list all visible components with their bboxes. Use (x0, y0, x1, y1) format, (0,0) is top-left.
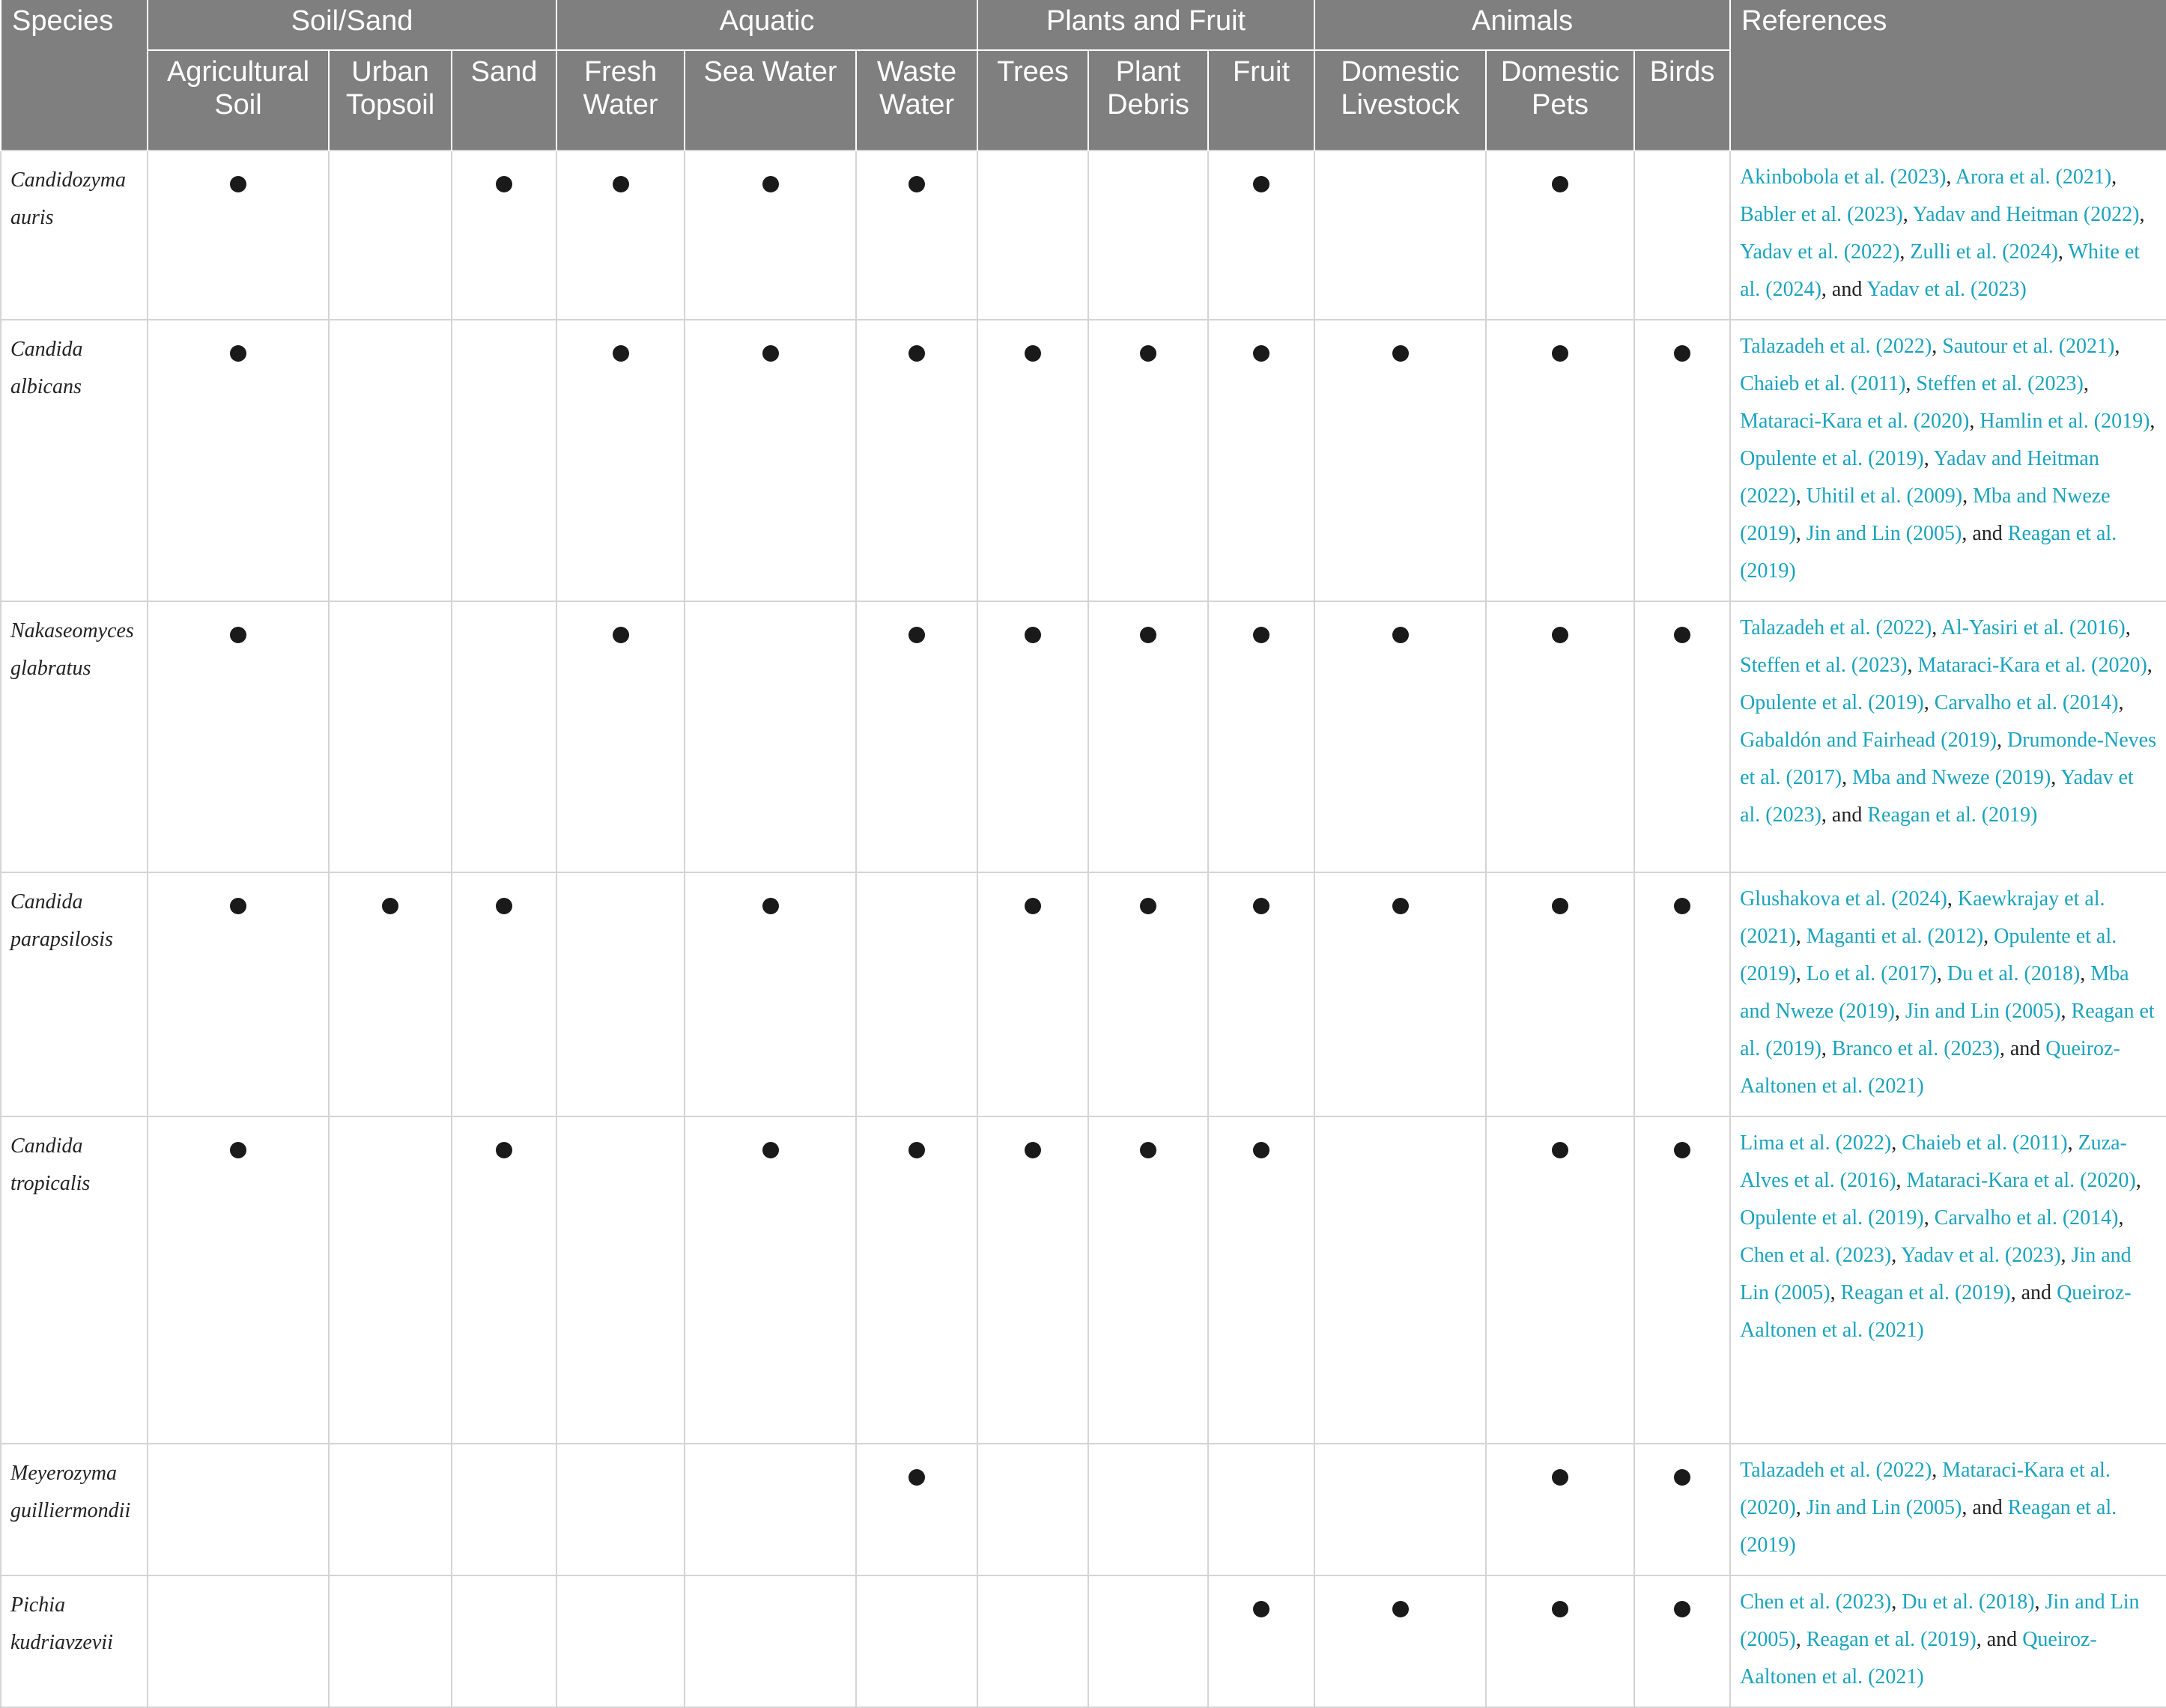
habitat-cell (452, 1116, 556, 1444)
habitat-cell (1208, 151, 1314, 320)
column-header-waste-water: Waste Water (856, 50, 977, 151)
reference-link[interactable]: Reagan et al. (2019) (1740, 1496, 2117, 1557)
habitat-cell (1314, 1444, 1486, 1575)
habitat-cell (1208, 872, 1314, 1116)
reference-link[interactable]: Mataraci-Kara et al. (2020) (1740, 1459, 2111, 1519)
group-header-soil-sand: Soil/Sand (148, 0, 556, 50)
reference-link[interactable]: Chen et al. (2023) (1740, 1590, 1892, 1614)
presence-dot-icon (613, 176, 629, 192)
habitat-cell (148, 1116, 329, 1444)
habitat-cell (1634, 1575, 1730, 1707)
habitat-cell (329, 1575, 452, 1707)
habitat-cell (1088, 601, 1208, 872)
reference-link[interactable]: Drumonde-Neves et al. (2017) (1740, 729, 2157, 789)
reference-link[interactable]: Carvalho et al. (2014) (1934, 691, 2119, 714)
habitat-cell (685, 320, 856, 601)
habitat-cell (977, 151, 1088, 320)
reference-link[interactable]: Carvalho et al. (2014) (1934, 1206, 2119, 1230)
reference-link[interactable]: Reagan et al. (2019) (1806, 1628, 1977, 1651)
reference-link[interactable]: Yadav et al. (2023) (1740, 766, 2134, 827)
references-cell: Talazadeh et al. (2022), Mataraci-Kara et al. (2020), Jin and Lin (2005), and Reagan et al. (2019) (1730, 1444, 2166, 1575)
reference-link[interactable]: Yadav et al. (2023) (1866, 278, 2027, 301)
presence-dot-icon (1674, 1142, 1690, 1158)
reference-link[interactable]: Reagan et al. (2019) (1740, 1000, 2155, 1060)
reference-link[interactable]: Opulente et al. (2019) (1740, 1206, 1924, 1230)
reference-link[interactable]: Opulente et al. (2019) (1740, 447, 1924, 470)
habitat-cell (856, 872, 977, 1116)
table-row (1, 1575, 2166, 1707)
reference-link[interactable]: Talazadeh et al. (2022) (1740, 616, 1932, 639)
presence-dot-icon (613, 345, 629, 362)
habitat-cell (685, 872, 856, 1116)
habitat-cell (1314, 601, 1486, 872)
reference-link[interactable]: Jin and Lin (2005) (1740, 1244, 2132, 1304)
table-header (1, 0, 2166, 151)
column-header-plant-debris: Plant Debris (1088, 50, 1208, 151)
habitat-cell (329, 1116, 452, 1444)
habitat-cell (685, 1575, 856, 1707)
column-header-agricultural-soil: Agricultural Soil (148, 50, 329, 151)
reference-link[interactable]: Lima et al. (2022) (1740, 1131, 1892, 1155)
habitat-cell (1314, 151, 1486, 320)
presence-dot-icon (1140, 627, 1156, 643)
reference-link[interactable]: White et al. (2024) (1740, 240, 2141, 301)
habitat-cell (1314, 320, 1486, 601)
habitat-cell (556, 872, 685, 1116)
habitat-cell (1634, 1444, 1730, 1575)
reference-link[interactable]: Steffen et al. (2023) (1740, 654, 1908, 677)
presence-dot-icon (1253, 627, 1269, 643)
habitat-cell (556, 320, 685, 601)
reference-link[interactable]: Chaieb et al. (2011) (1740, 372, 1906, 395)
habitat-cell (556, 1575, 685, 1707)
habitat-cell (1088, 1444, 1208, 1575)
species-name: Candida albicans (1, 320, 148, 601)
presence-dot-icon (908, 627, 925, 643)
reference-link[interactable]: Queiroz-Aaltonen et al. (2021) (1740, 1628, 2097, 1689)
presence-dot-icon (230, 1142, 246, 1158)
habitat-cell (329, 151, 452, 320)
habitat-cell (452, 872, 556, 1116)
habitat-cell (1208, 1444, 1314, 1575)
reference-link[interactable]: Maganti et al. (2012) (1806, 925, 1984, 948)
references-cell: Lima et al. (2022), Chaieb et al. (2011), Zuza-Alves et al. (2016), Mataraci-Kara et al. (2020), Opulente et al. (2019), Carvalho et al. (2014), Chen et al. (2023), Yadav et al. (2023), Jin and Lin (2005), Reagan et al. (2019), and Queiroz-Aaltonen et al. (2021) (1730, 1116, 2166, 1444)
habitat-cell (856, 1575, 977, 1707)
habitat-cell (1088, 872, 1208, 1116)
reference-link[interactable]: Branco et al. (2023) (1831, 1037, 2000, 1060)
references-column-header: References (1730, 0, 2166, 151)
presence-dot-icon (1552, 176, 1568, 192)
habitat-cell (856, 320, 977, 601)
habitat-cell (856, 151, 977, 320)
habitat-cell (685, 151, 856, 320)
presence-dot-icon (1392, 627, 1409, 643)
reference-link[interactable]: Kaewkrajay et al. (2021) (1740, 887, 2105, 948)
habitat-cell (329, 1444, 452, 1575)
presence-dot-icon (496, 898, 512, 914)
presence-dot-icon (908, 345, 925, 362)
presence-dot-icon (762, 898, 779, 914)
habitat-cell (977, 1444, 1088, 1575)
references-cell: Glushakova et al. (2024), Kaewkrajay et al. (2021), Maganti et al. (2012), Opulente et al. (2019), Lo et al. (2017), Du et al. (2018), Mba and Nweze (2019), Jin and Lin (2005), Reagan et al. (2019), Branco et al. (2023), and Queiroz-Aaltonen et al. (2021) (1730, 872, 2166, 1116)
presence-dot-icon (762, 1142, 779, 1158)
presence-dot-icon (1674, 1469, 1690, 1486)
presence-dot-icon (1140, 898, 1156, 914)
presence-dot-icon (908, 1469, 925, 1486)
reference-link[interactable]: Talazadeh et al. (2022) (1740, 335, 1932, 358)
presence-dot-icon (1025, 898, 1041, 914)
habitat-cell (685, 1444, 856, 1575)
reference-link[interactable]: Sautour et al. (2021) (1942, 335, 2115, 358)
reference-link[interactable]: Mataraci-Kara et al. (2020) (1917, 654, 2147, 677)
reference-link[interactable]: Akinbobola et al. (2023) (1740, 165, 1947, 189)
habitat-cell (685, 1116, 856, 1444)
presence-dot-icon (496, 176, 512, 192)
habitat-cell (1486, 151, 1634, 320)
habitat-cell (556, 151, 685, 320)
habitat-cell (977, 1575, 1088, 1707)
table-row (1, 151, 2166, 320)
reference-link[interactable]: Du et al. (2018) (1902, 1590, 2035, 1614)
presence-dot-icon (230, 176, 246, 192)
habitat-cell (452, 320, 556, 601)
presence-dot-icon (1552, 627, 1568, 643)
habitat-cell (1314, 1116, 1486, 1444)
group-header-aquatic: Aquatic (556, 0, 977, 50)
reference-link[interactable]: Yadav et al. (2023) (1901, 1244, 2061, 1267)
reference-link[interactable]: Zuza-Alves et al. (2016) (1740, 1131, 2127, 1192)
column-header-trees: Trees (977, 50, 1088, 151)
table-row (1, 1116, 2166, 1444)
habitat-cell (1088, 320, 1208, 601)
presence-dot-icon (1674, 1601, 1690, 1617)
habitat-cell (1088, 151, 1208, 320)
species-name: Candida tropicalis (1, 1116, 148, 1444)
reference-link[interactable]: Jin and Lin (2005) (1740, 1590, 2140, 1651)
presence-dot-icon (908, 1142, 925, 1158)
reference-link[interactable]: Steffen et al. (2023) (1916, 372, 2084, 395)
reference-link[interactable]: Zulli et al. (2024) (1910, 240, 2058, 264)
habitat-cell (1314, 1575, 1486, 1707)
presence-dot-icon (1253, 1601, 1269, 1617)
habitat-cell (1208, 320, 1314, 601)
habitat-cell (329, 872, 452, 1116)
table-row (1, 601, 2166, 872)
habitat-cell (556, 1444, 685, 1575)
habitat-cell (1634, 320, 1730, 601)
habitat-cell (452, 601, 556, 872)
reference-link[interactable]: Gabaldón and Fairhead (2019) (1740, 729, 1997, 752)
reference-link[interactable]: Glushakova et al. (2024) (1740, 887, 1947, 911)
presence-dot-icon (1674, 345, 1690, 362)
reference-link[interactable]: Mataraci-Kara et al. (2020) (1740, 410, 1970, 433)
habitat-cell (1208, 601, 1314, 872)
column-header-sand: Sand (452, 50, 556, 151)
habitat-cell (1634, 1116, 1730, 1444)
habitat-cell (1634, 872, 1730, 1116)
presence-dot-icon (496, 1142, 512, 1158)
habitat-cell (1088, 1575, 1208, 1707)
presence-dot-icon (1392, 345, 1409, 362)
reference-link[interactable]: Jin and Lin (2005) (1806, 522, 1962, 545)
habitat-cell (977, 1116, 1088, 1444)
column-header-fruit: Fruit (1208, 50, 1314, 151)
habitat-cell (148, 1444, 329, 1575)
reference-link[interactable]: Reagan et al. (2019) (1740, 522, 2117, 583)
reference-link[interactable]: Talazadeh et al. (2022) (1740, 1459, 1932, 1482)
group-header-animals: Animals (1314, 0, 1730, 50)
reference-link[interactable]: Mataraci-Kara et al. (2020) (1906, 1169, 2136, 1192)
reference-link[interactable]: Queiroz-Aaltonen et al. (2021) (1740, 1037, 2120, 1098)
species-column-header: Species (1, 0, 148, 151)
habitat-cell (452, 151, 556, 320)
species-name: Nakaseomyces glabratus (1, 601, 148, 872)
habitat-cell (1486, 1444, 1634, 1575)
presence-dot-icon (230, 898, 246, 914)
header-row-groups (1, 0, 2166, 50)
reference-link[interactable]: Reagan et al. (2019) (1840, 1281, 2011, 1304)
references-cell: Akinbobola et al. (2023), Arora et al. (2021), Babler et al. (2023), Yadav and Heitman (2022), Yadav et al. (2022), Zulli et al. (2024), White et al. (2024), and Yadav et al. (2023) (1730, 151, 2166, 320)
habitat-cell (1486, 320, 1634, 601)
habitat-cell (977, 320, 1088, 601)
habitat-cell (148, 320, 329, 601)
column-header-domestic-pets: Domestic Pets (1486, 50, 1634, 151)
presence-dot-icon (1392, 898, 1409, 914)
table-row (1, 872, 2166, 1116)
table-row (1, 1444, 2166, 1575)
table-body (1, 151, 2166, 1707)
presence-dot-icon (1025, 627, 1041, 643)
presence-dot-icon (230, 627, 246, 643)
habitat-cell (556, 1116, 685, 1444)
habitat-cell (1088, 1116, 1208, 1444)
reference-link[interactable]: Arora et al. (2021) (1955, 165, 2112, 189)
habitat-cell (1486, 1116, 1634, 1444)
habitat-cell (556, 601, 685, 872)
presence-dot-icon (1253, 176, 1269, 192)
presence-dot-icon (1674, 898, 1690, 914)
habitat-cell (1314, 872, 1486, 1116)
habitat-cell (1208, 1575, 1314, 1707)
presence-dot-icon (1140, 1142, 1156, 1158)
habitat-cell (329, 601, 452, 872)
reference-link[interactable]: Yadav and Heitman (2022) (1912, 203, 2140, 226)
reference-link[interactable]: Du et al. (2018) (1947, 962, 2081, 985)
habitat-cell (452, 1575, 556, 1707)
presence-dot-icon (1392, 1601, 1409, 1617)
reference-link[interactable]: Chaieb et al. (2011) (1902, 1131, 2068, 1155)
habitat-cell (1486, 1575, 1634, 1707)
reference-link[interactable]: Uhitil et al. (2009) (1806, 484, 1963, 508)
references-cell: Talazadeh et al. (2022), Al-Yasiri et al. (2016), Steffen et al. (2023), Mataraci-Kara et al. (2020), Opulente et al. (2019), Carvalho et al. (2014), Gabaldón and Fairhead (2019), Drumonde-Neves et al. (2017), Mba and Nweze (2019), Yadav et al. (2023), and Reagan et al. (2019) (1730, 601, 2166, 872)
reference-link[interactable]: Reagan et al. (2019) (1867, 803, 2038, 827)
presence-dot-icon (1253, 898, 1269, 914)
reference-link[interactable]: Yadav et al. (2022) (1740, 240, 1900, 264)
presence-dot-icon (382, 898, 398, 914)
habitat-cell (977, 872, 1088, 1116)
column-header-birds: Birds (1634, 50, 1730, 151)
habitat-cell (977, 601, 1088, 872)
species-name: Candida parapsilosis (1, 872, 148, 1116)
reference-link[interactable]: Mba and Nweze (2019) (1852, 766, 2051, 789)
reference-link[interactable]: Chen et al. (2023) (1740, 1244, 1892, 1267)
presence-dot-icon (762, 176, 779, 192)
table-row (1, 320, 2166, 601)
habitat-cell (148, 151, 329, 320)
presence-dot-icon (1552, 898, 1568, 914)
reference-link[interactable]: Opulente et al. (2019) (1740, 691, 1924, 714)
presence-dot-icon (762, 345, 779, 362)
presence-dot-icon (1552, 1142, 1568, 1158)
habitat-cell (148, 601, 329, 872)
presence-dot-icon (1253, 345, 1269, 362)
references-cell: Talazadeh et al. (2022), Sautour et al. (2021), Chaieb et al. (2011), Steffen et al. (2023), Mataraci-Kara et al. (2020), Hamlin et al. (2019), Opulente et al. (2019), Yadav and Heitman (2022), Uhitil et al. (2009), Mba and Nweze (2019), Jin and Lin (2005), and Reagan et al. (2019) (1730, 320, 2166, 601)
habitat-cell (685, 601, 856, 872)
habitat-cell (148, 872, 329, 1116)
column-header-fresh-water: Fresh Water (556, 50, 685, 151)
presence-dot-icon (908, 176, 925, 192)
presence-dot-icon (1674, 627, 1690, 643)
species-name: Candidozyma auris (1, 151, 148, 320)
column-header-domestic-livestock: Domestic Livestock (1314, 50, 1486, 151)
presence-dot-icon (1140, 345, 1156, 362)
reference-link[interactable]: Babler et al. (2023) (1740, 203, 1903, 226)
references-cell: Chen et al. (2023), Du et al. (2018), Jin and Lin (2005), Reagan et al. (2019), and Queiroz-Aaltonen et al. (2021) (1730, 1575, 2166, 1707)
habitat-cell (1634, 151, 1730, 320)
presence-dot-icon (1025, 345, 1041, 362)
presence-dot-icon (1025, 1142, 1041, 1158)
presence-dot-icon (613, 627, 629, 643)
presence-dot-icon (1552, 345, 1568, 362)
habitat-cell (1486, 872, 1634, 1116)
presence-dot-icon (1253, 1142, 1269, 1158)
habitat-cell (329, 320, 452, 601)
habitat-cell (1208, 1116, 1314, 1444)
reference-link[interactable]: Queiroz-Aaltonen et al. (2021) (1740, 1281, 2132, 1342)
column-header-urban-topsoil: Urban Topsoil (329, 50, 452, 151)
reference-link[interactable]: Jin and Lin (2005) (1905, 1000, 2061, 1023)
habitat-cell (856, 1444, 977, 1575)
reference-link[interactable]: Hamlin et al. (2019) (1980, 410, 2150, 433)
column-header-sea-water: Sea Water (685, 50, 856, 151)
presence-dot-icon (1552, 1601, 1568, 1617)
reference-link[interactable]: Al-Yasiri et al. (2016) (1941, 616, 2126, 639)
habitat-cell (1486, 601, 1634, 872)
reference-link[interactable]: Lo et al. (2017) (1806, 962, 1937, 985)
habitat-cell (452, 1444, 556, 1575)
species-name: Meyerozyma guilliermondii (1, 1444, 148, 1575)
species-name: Pichia kudriavzevii (1, 1575, 148, 1707)
group-header-plants-fruit: Plants and Fruit (977, 0, 1314, 50)
habitat-cell (856, 1116, 977, 1444)
habitat-cell (148, 1575, 329, 1707)
presence-dot-icon (1552, 1469, 1568, 1486)
presence-dot-icon (230, 345, 246, 362)
habitat-cell (1634, 601, 1730, 872)
reference-link[interactable]: Opulente et al. (2019) (1740, 925, 2117, 985)
reference-link[interactable]: Yadav and Heitman (2022) (1740, 447, 2099, 508)
reference-link[interactable]: Jin and Lin (2005) (1806, 1496, 1962, 1519)
habitat-cell (856, 601, 977, 872)
reference-link[interactable]: Mba and Nweze (2019) (1740, 484, 2111, 545)
reference-link[interactable]: Mba and Nweze (2019) (1740, 962, 2129, 1023)
